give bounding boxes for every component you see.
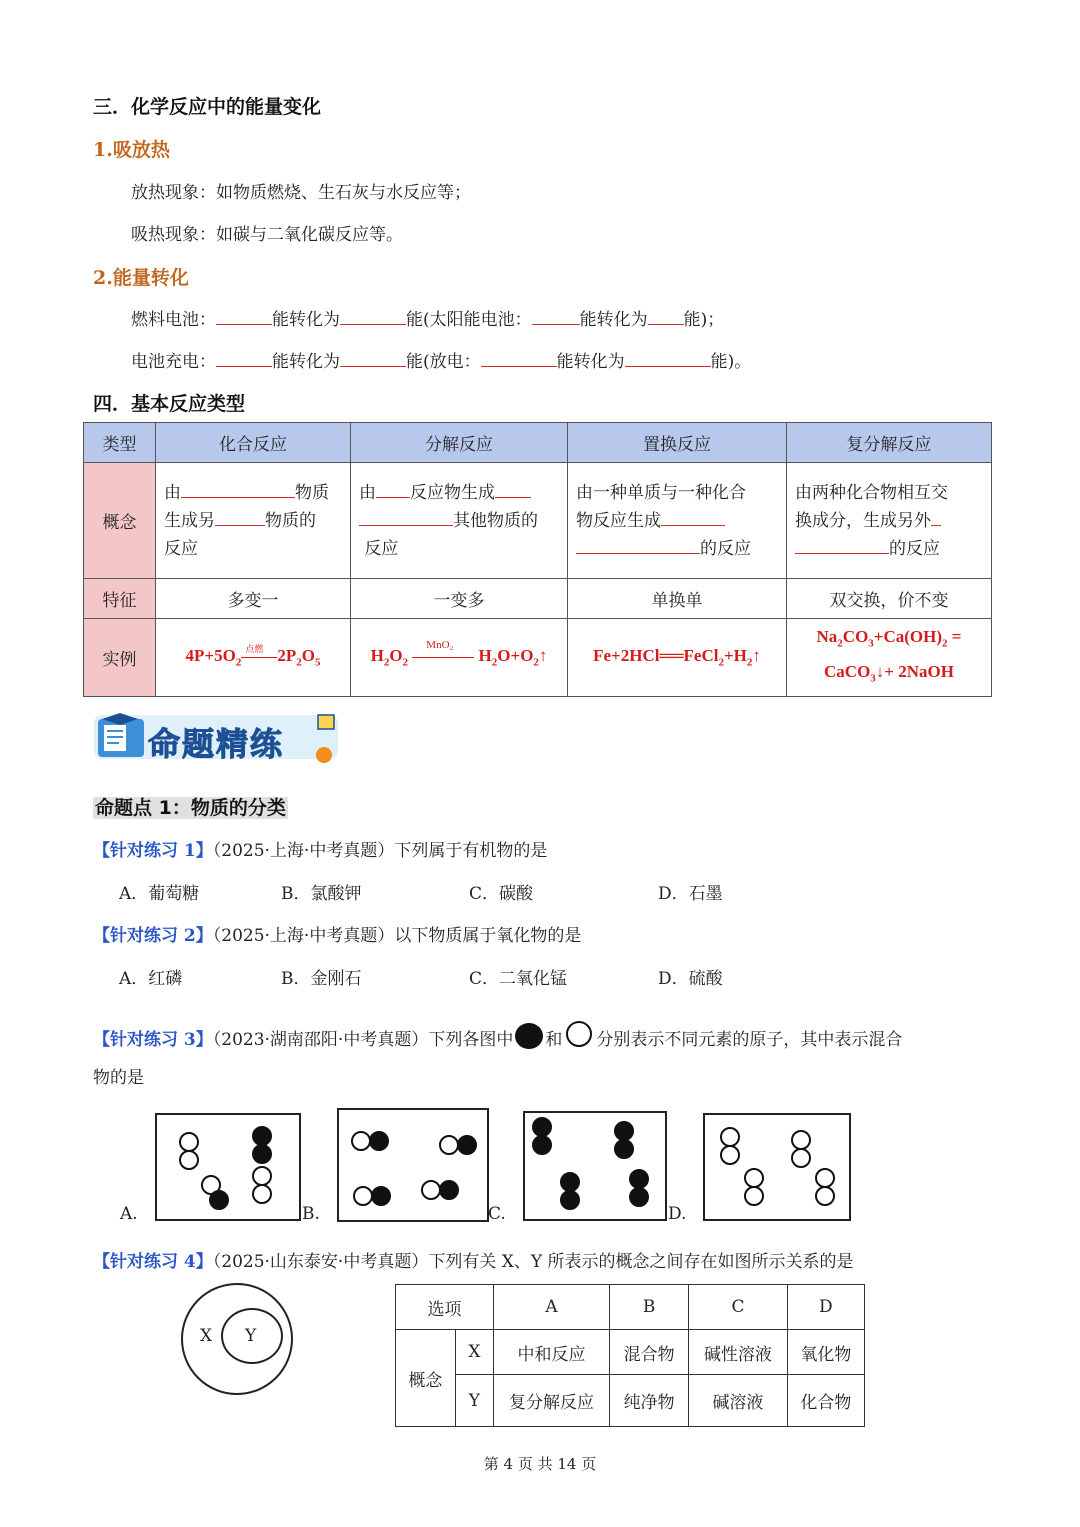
endothermic-text: 吸热现象：如碳与二氧化碳反应等。 <box>131 225 403 245</box>
question-stem: （2025·山东泰安·中考真题）下列有关 X、Y 所表示的概念之间存在如图所示关系的是 <box>212 1252 854 1272</box>
blank[interactable] <box>215 511 265 526</box>
reaction-types-table <box>83 422 992 697</box>
banner-title: 命题精练 <box>148 725 285 763</box>
text: 的反应 <box>889 538 940 559</box>
text: 能转化为 <box>556 352 625 372</box>
blank[interactable] <box>495 483 531 498</box>
text: 物质 <box>295 482 329 503</box>
concept-cell <box>568 463 787 579</box>
diagram-label-c: C. <box>488 1204 506 1224</box>
question-tag: 【针对练习 3】 <box>93 1030 213 1050</box>
table-row <box>84 619 992 697</box>
diagram-a[interactable] <box>155 1113 301 1221</box>
table-row <box>396 1330 865 1375</box>
option-c[interactable]: C．二氧化锰 <box>469 969 568 989</box>
white-atom-icon <box>566 1021 592 1047</box>
blank[interactable] <box>795 539 889 554</box>
row-group-label: 概念 <box>396 1330 456 1427</box>
text: 能转化为 <box>579 310 648 330</box>
section4-title: 四．基本反应类型 <box>93 393 246 415</box>
equation-phosphorus: $4P+5O_2$ 点燃 $2P_2O_5$ <box>185 644 321 669</box>
black-atom-icon <box>515 1023 543 1049</box>
blank[interactable] <box>181 483 295 498</box>
point1-title-text: 命题点 1：物质的分类 <box>95 797 286 819</box>
venn-x-label: X <box>200 1326 213 1346</box>
blank[interactable] <box>376 483 410 498</box>
table-header: 复分解反应 <box>787 423 992 463</box>
table-header[interactable]: B <box>610 1285 689 1330</box>
table-header: 分解反应 <box>351 423 568 463</box>
row-label: 特征 <box>84 579 156 619</box>
blank[interactable] <box>216 310 272 325</box>
row-key: X <box>455 1330 493 1375</box>
example-cell <box>156 619 351 697</box>
question-stem: （2025·上海·中考真题）以下物质属于氧化物的是 <box>212 926 582 946</box>
blank[interactable] <box>625 352 711 367</box>
equation-peroxide: $H_2O_2$ MnO₂ $H_2O+O_2↑$ <box>370 639 548 669</box>
concept-cell <box>156 463 351 579</box>
charge-line <box>131 347 751 372</box>
question-stem: 分别表示不同元素的原子，其中表示混合 <box>596 1030 903 1050</box>
question-stem: 和 <box>545 1030 563 1050</box>
option-c[interactable]: C．碳酸 <box>469 884 534 904</box>
blank[interactable] <box>481 352 557 367</box>
diagram-label-a: A. <box>120 1204 138 1224</box>
table-cell: 化合物 <box>787 1375 864 1427</box>
fuel-cell-label: 燃料电池： <box>131 310 216 330</box>
row-label: 概念 <box>84 463 156 579</box>
option-a[interactable]: A．葡萄糖 <box>119 884 200 904</box>
section3-title: 三．化学反应中的能量变化 <box>93 96 322 118</box>
table-header: 化合反应 <box>156 423 351 463</box>
table-header[interactable]: C <box>689 1285 788 1330</box>
question-1 <box>93 836 547 861</box>
blank[interactable] <box>532 310 580 325</box>
text: 能(太阳能电池： <box>406 310 532 330</box>
example-cell <box>351 619 568 697</box>
table-header: 置换反应 <box>568 423 787 463</box>
question-tag: 【针对练习 2】 <box>93 926 213 946</box>
question-2 <box>93 921 581 946</box>
page-footer: 第 4 页 共 14 页 <box>483 1455 597 1473</box>
table-row <box>396 1285 865 1330</box>
table-row <box>84 579 992 619</box>
venn-y-label: Y <box>245 1326 257 1346</box>
equation-carbonate: $Na_2CO_3+Ca(OH)_2$ = CaCO$_3$↓+ 2NaOH <box>816 627 962 684</box>
option-d[interactable]: D．石墨 <box>658 884 723 904</box>
feature-cell: 单换单 <box>568 579 787 619</box>
diagram-d[interactable] <box>703 1113 851 1221</box>
text: 换成分，生成另外 <box>795 510 931 531</box>
text: 物反应生成 <box>576 510 661 531</box>
option-a[interactable]: A．红磷 <box>119 969 183 989</box>
text: 其他物质的 <box>453 510 538 531</box>
table-header: 类型 <box>84 423 156 463</box>
text: 物质的 <box>265 510 316 531</box>
option-b[interactable]: B．氯酸钾 <box>281 884 362 904</box>
text: 能)。 <box>710 352 752 372</box>
text: 能)； <box>683 310 725 330</box>
table-cell: 碱溶液 <box>689 1375 788 1427</box>
table-header[interactable]: A <box>494 1285 610 1330</box>
blank[interactable] <box>576 539 700 554</box>
point1-title <box>93 793 288 820</box>
table-row <box>84 423 992 463</box>
question-tag: 【针对练习 1】 <box>93 841 213 861</box>
table-cell: 中和反应 <box>494 1330 610 1375</box>
charge-label: 电池充电： <box>131 352 216 372</box>
diagram-c[interactable] <box>523 1111 667 1221</box>
text: 能转化为 <box>272 310 340 330</box>
question-tag: 【针对练习 4】 <box>93 1252 213 1272</box>
text: 能(放电： <box>406 352 481 372</box>
table-header: 选项 <box>396 1285 494 1330</box>
table-cell: 纯净物 <box>610 1375 689 1427</box>
text: 能转化为 <box>272 352 340 372</box>
section3-sub2: 2.能量转化 <box>93 267 189 289</box>
fuel-cell-line <box>131 305 724 330</box>
option-d[interactable]: D．硫酸 <box>658 969 723 989</box>
option-b[interactable]: B．金刚石 <box>281 969 362 989</box>
feature-cell: 多变一 <box>156 579 351 619</box>
catalyst-label: MnO₂ <box>426 639 454 652</box>
blank[interactable] <box>359 511 453 526</box>
concept-cell <box>351 463 568 579</box>
blank[interactable] <box>216 352 272 367</box>
text: 的反应 <box>700 538 751 559</box>
text: 反应 <box>364 538 399 559</box>
question-4 <box>93 1247 853 1272</box>
table-cell: 碱性溶液 <box>689 1330 788 1375</box>
table-header[interactable]: D <box>787 1285 864 1330</box>
table-row <box>396 1375 865 1427</box>
text: 生成另 <box>164 510 215 531</box>
blank[interactable] <box>931 511 941 526</box>
condition-label: 点燃 <box>245 644 264 655</box>
exothermic-text: 放热现象：如物质燃烧、生石灰与水反应等； <box>131 183 471 203</box>
question-3 <box>93 1021 902 1050</box>
row-label: 实例 <box>84 619 156 697</box>
text: 反应物生成 <box>410 482 495 503</box>
text: 由 <box>164 482 181 503</box>
diagram-b[interactable] <box>337 1108 489 1222</box>
blank[interactable] <box>340 310 406 325</box>
example-cell <box>787 619 992 697</box>
question-stem: （2025·上海·中考真题）下列属于有机物的是 <box>212 841 548 861</box>
text: 由 <box>359 482 376 503</box>
blank[interactable] <box>648 310 684 325</box>
table-row <box>84 463 992 579</box>
equation-iron: $Fe+2HCl══FeCl_2+H_2↑$ <box>593 646 761 669</box>
row-key: Y <box>455 1375 493 1427</box>
question-stem: （2023·湖南邵阳·中考真题）下列各图中 <box>212 1030 514 1050</box>
concept-cell <box>787 463 992 579</box>
blank[interactable] <box>661 511 725 526</box>
feature-cell: 双交换，价不变 <box>787 579 992 619</box>
question-3-cont: 物的是 <box>93 1068 144 1088</box>
feature-cell: 一变多 <box>351 579 568 619</box>
text: 反应 <box>164 538 198 559</box>
diagram-label-d: D. <box>668 1204 687 1224</box>
table-cell: 混合物 <box>610 1330 689 1375</box>
table-cell: 复分解反应 <box>494 1375 610 1427</box>
section3-sub1: 1.吸放热 <box>93 139 170 161</box>
q4-options-table <box>395 1284 865 1427</box>
practice-banner <box>92 709 340 767</box>
example-cell <box>568 619 787 697</box>
diagram-label-b: B. <box>302 1204 320 1224</box>
text: 由两种化合物相互交 <box>795 482 948 503</box>
text: 由一种单质与一种化合 <box>576 482 746 503</box>
blank[interactable] <box>340 352 406 367</box>
table-cell: 氧化物 <box>787 1330 864 1375</box>
